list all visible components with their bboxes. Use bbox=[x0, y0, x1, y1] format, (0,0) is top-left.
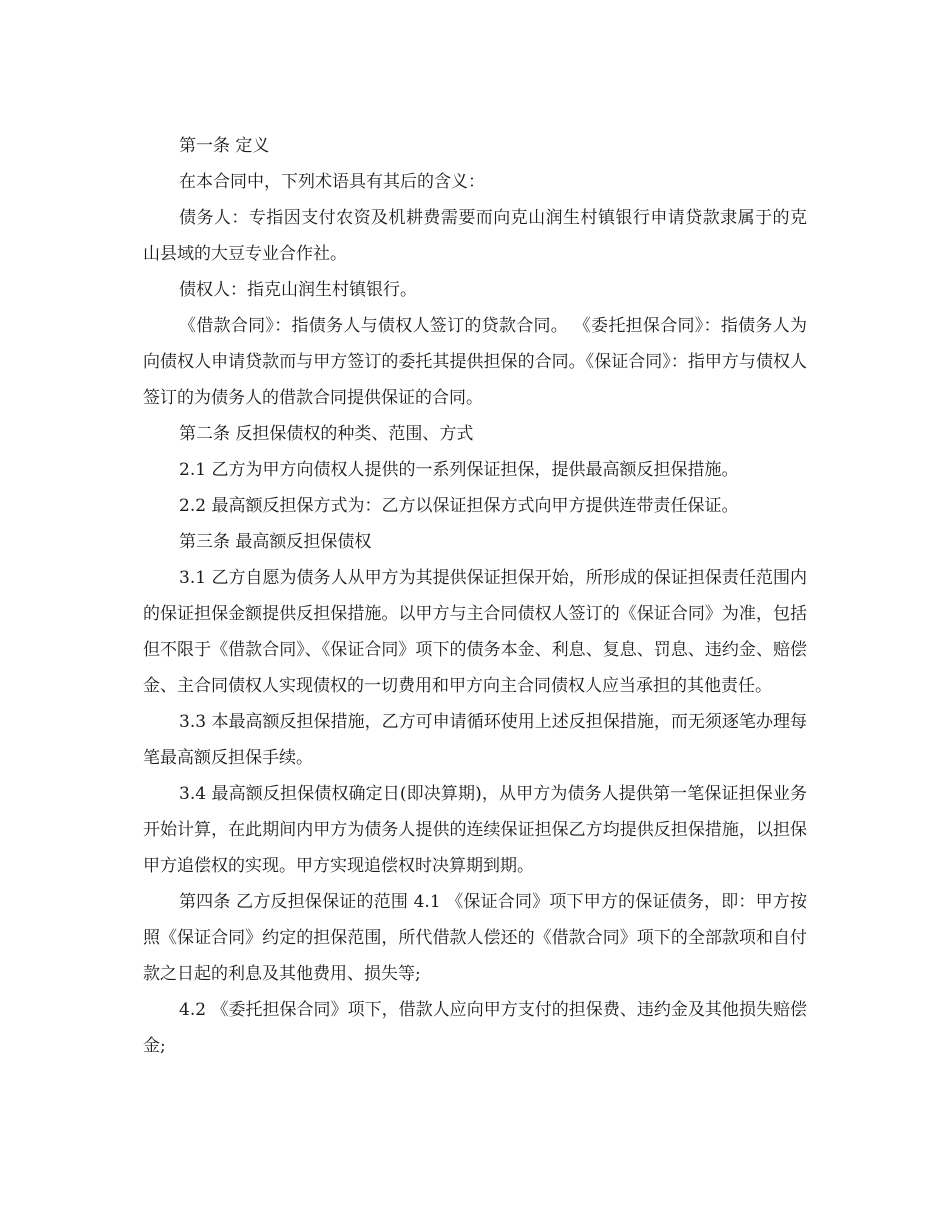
document-body bbox=[143, 128, 807, 1064]
definition-debtor: 债务人：专指因支付农资及机耕费需要而向克山润生村镇银行申请贷款隶属于的克山县域的大豆专业合作社。 bbox=[143, 208, 807, 264]
clause-2-1: 2.1 乙方为甲方向债权人提供的一系列保证担保，提供最高额反担保措施。 bbox=[179, 460, 739, 480]
clause-4-2: 4.2 《委托担保合同》项下，借款人应向甲方支付的担保费、违约金及其他损失赔偿金; bbox=[143, 1000, 807, 1056]
clause-3-1: 3.1 乙方自愿为债务人从甲方为其提供保证担保开始，所形成的保证担保责任范围内的保证担保金额提供反担保措施。以甲方与主合同债权人签订的《保证合同》为准，包括但不限于《借款合同》、《保证合同》项下的债务本金、利息、复息、罚息、违约金、赔偿金、主合同债权人实现债权的一切费用和甲方向主合同债权人应当承担的其他责任。 bbox=[143, 568, 807, 696]
clause-3-3: 3.3 本最高额反担保措施，乙方可申请循环使用上述反担保措施，而无须逐笔办理每笔最高额反担保手续。 bbox=[143, 712, 807, 768]
definitions-intro: 在本合同中，下列术语具有其后的含义： bbox=[179, 172, 485, 192]
definition-creditor: 债权人：指克山润生村镇银行。 bbox=[179, 280, 417, 300]
article-4-clause-4-1: 第四条 乙方反担保保证的范围 4.1 《保证合同》项下甲方的保证债务，即：甲方按照《保证合同》约定的担保范围，所代借款人偿还的《借款合同》项下的全部款项和自付款之日起的利息及其他费用、损失等; bbox=[143, 892, 807, 984]
article-1-heading: 第一条 定义 bbox=[179, 136, 270, 156]
clause-3-4: 3.4 最高额反担保债权确定日(即决算期)，从甲方为债务人提供第一笔保证担保业务开始计算，在此期间内甲方为债务人提供的连续保证担保乙方均提供反担保措施，以担保甲方追偿权的实现。甲方实现追偿权时决算期到期。 bbox=[143, 784, 807, 876]
definition-contracts: 《借款合同》：指债务人与债权人签订的贷款合同。 《委托担保合同》：指债务人为向债权人申请贷款而与甲方签订的委托其提供担保的合同。《保证合同》：指甲方与债权人签订的为债务人的借款合同提供保证的合同。 bbox=[143, 316, 807, 408]
article-2-heading: 第二条 反担保债权的种类、范围、方式 bbox=[179, 424, 474, 444]
article-3-heading: 第三条 最高额反担保债权 bbox=[179, 532, 372, 552]
clause-2-2: 2.2 最高额反担保方式为：乙方以保证担保方式向甲方提供连带责任保证。 bbox=[179, 496, 739, 516]
